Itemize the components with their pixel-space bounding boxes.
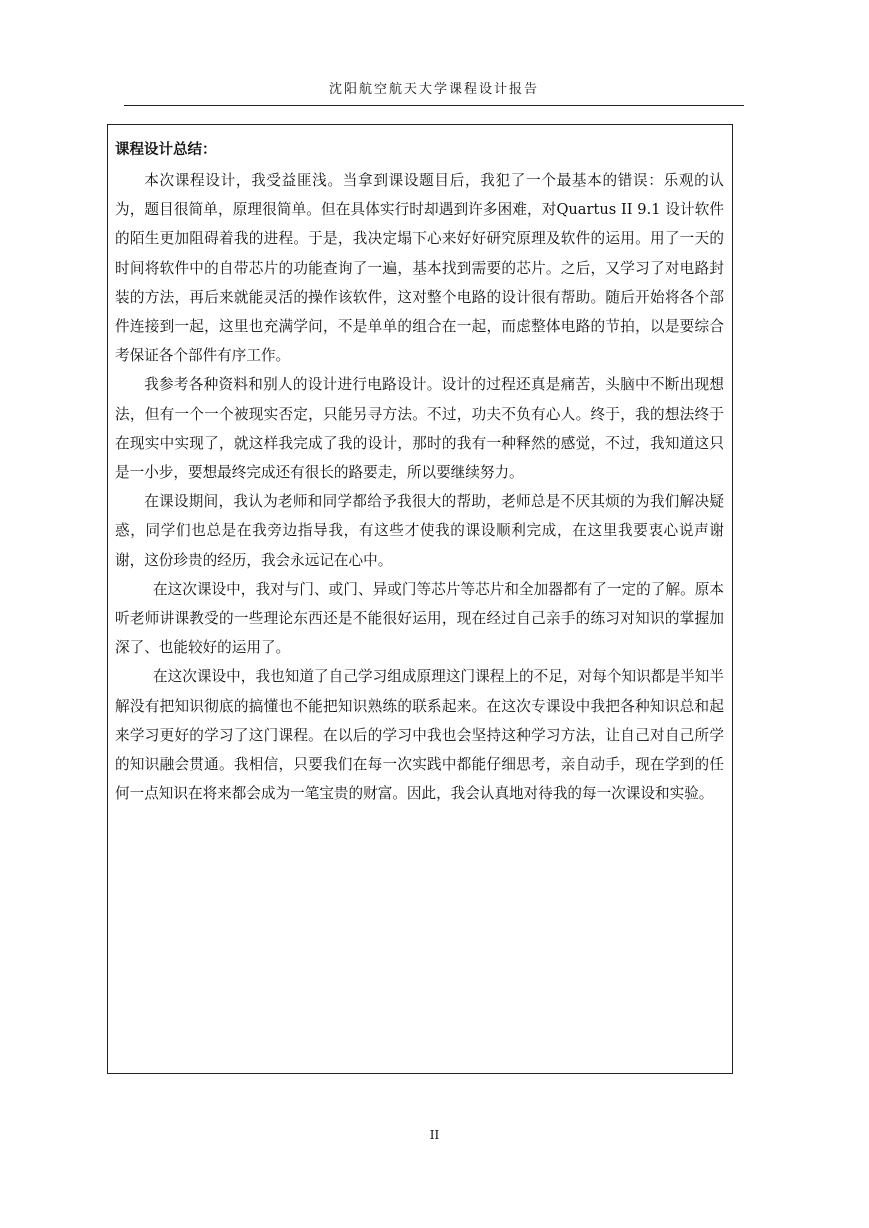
summary-paragraph-2: 我参考各种资料和别人的设计进行电路设计。设计的过程还真是痛苦，头脑中不断出现想法，但有一个一个被现实否定，只能另寻方法。不过，功夫不负有心人。终于，我的想法终于在现实中实现了，就这样我完成了我的设计，那时的我有一种释然的感觉，不过，我知道这只是一小步，要想最终完成还有很长的路要走，所以要继续努力。 [115,376,724,482]
page-header [124,79,744,106]
section-title: 课程设计总结： [115,142,217,158]
summary-box [107,124,733,1074]
summary-paragraph-5: 在这次课设中，我也知道了自己学习组成原理这门课程上的不足，对每个知识都是半知半解没有把知识彻底的搞懂也不能把知识熟练的联系起来。在这次专课设中我把各种知识总和起来学习更好的学习了这门课程。在以后的学习中我也会坚持这种学习方法，让自己对自己所学的知识融会贯通。我相信，只要我们在每一次实践中都能仔细思考，亲自动手，现在学到的任何一点知识在将来都会成为一笔宝贵的财富。因此，我会认真地对待我的每一次课设和实验。 [115,668,724,803]
page-number: II [429,1128,440,1142]
summary-paragraph-3: 在课设期间，我认为老师和同学都给予我很大的帮助，老师总是不厌其烦的为我们解决疑惑，同学们也总是在我旁边指导我，有这些才使我的课设顺利完成，在这里我要衷心说声谢谢，这份珍贵的经历，我会永远记在心中。 [115,493,724,569]
header-title: 沈阳航空航天大学课程设计报告 [328,82,539,97]
summary-paragraph-1: 本次课程设计，我受益匪浅。当拿到课设题目后，我犯了一个最基本的错误：乐观的认为，题目很简单，原理很简单。但在具体实行时却遇到许多困难，对Quartus II 9.1 设计软件的陌生更加阻碍着我的进程。于是，我决定塌下心来好好研究原理及软件的运用。用了一天的时间将软件中的自带芯片的功能查询了一遍，基本找到需要的芯片。之后，又学习了对电路封装的方法，再后来就能灵活的操作该软件，这对整个电路的设计很有帮助。随后开始将各个部件连接到一起，这里也充满学问，不是单单的组合在一起，而虑整体电路的节拍，以是要综合考保证各个部件有序工作。 [115,172,724,365]
summary-paragraph-4: 在这次课设中，我对与门、或门、异或门等芯片等芯片和全加器都有了一定的了解。原本听老师讲课教受的一些理论东西还是不能很好运用，现在经过自己亲手的练习对知识的掌握加深了、也能较好的运用了。 [115,580,724,657]
